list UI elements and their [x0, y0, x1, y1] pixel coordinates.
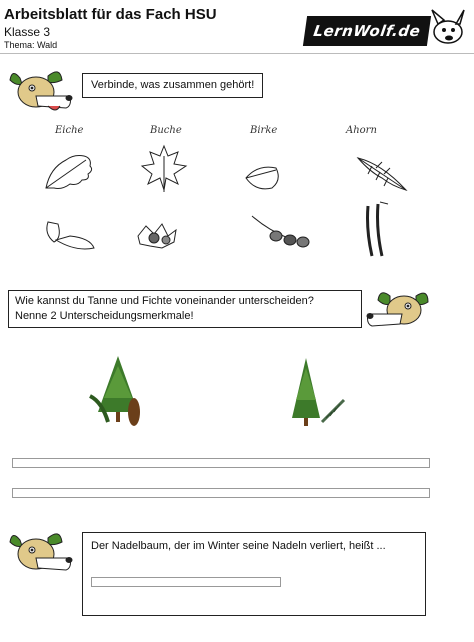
logo-dog-icon	[424, 4, 472, 52]
hornbeam-leaf-icon	[352, 150, 412, 196]
grade-label: Klasse 3	[4, 25, 51, 39]
lernwolf-logo: LernWolf.de	[303, 16, 431, 46]
birch-catkin-icon	[362, 200, 390, 260]
dog-mascot-icon	[8, 66, 74, 116]
dog-mascot-bottom-icon	[8, 528, 78, 578]
answer-line-2[interactable]	[12, 488, 430, 498]
final-answer-line[interactable]	[91, 577, 281, 587]
question-line-1: Wie kannst du Tanne und Fichte voneinander unterscheiden?	[15, 295, 314, 307]
oak-leaf-icon	[40, 148, 98, 196]
answer-line-1[interactable]	[12, 458, 430, 468]
birch-leaf-icon	[242, 160, 286, 194]
maple-leaf-sketch-icon	[138, 142, 190, 196]
label-birke: Birke	[250, 125, 278, 136]
label-ahorn: Ahorn	[346, 125, 377, 136]
beechnut-icon	[132, 214, 184, 254]
label-buche: Buche	[150, 125, 182, 136]
worksheet-title: Arbeitsblatt für das Fach HSU	[4, 6, 217, 23]
instruction-text: Verbinde, was zusammen gehört!	[91, 79, 255, 91]
topic-label: Thema: Wald	[4, 40, 58, 50]
final-question-text: Der Nadelbaum, der im Winter seine Nadeln verliert, heißt ...	[91, 540, 386, 552]
maple-seed-icon	[40, 212, 98, 256]
label-eiche: Eiche	[55, 125, 84, 136]
final-question-box	[82, 532, 426, 616]
fichte-illustration-icon	[288, 356, 348, 432]
question-line-2: Nenne 2 Unterscheidungsmerkmale!	[15, 310, 194, 322]
acorn-cluster-icon	[248, 210, 314, 252]
tanne-illustration-icon	[88, 352, 148, 432]
instruction-bubble	[82, 73, 263, 98]
header-divider	[0, 53, 474, 54]
question-bubble	[8, 290, 362, 328]
dog-mascot-right-icon	[362, 288, 432, 332]
